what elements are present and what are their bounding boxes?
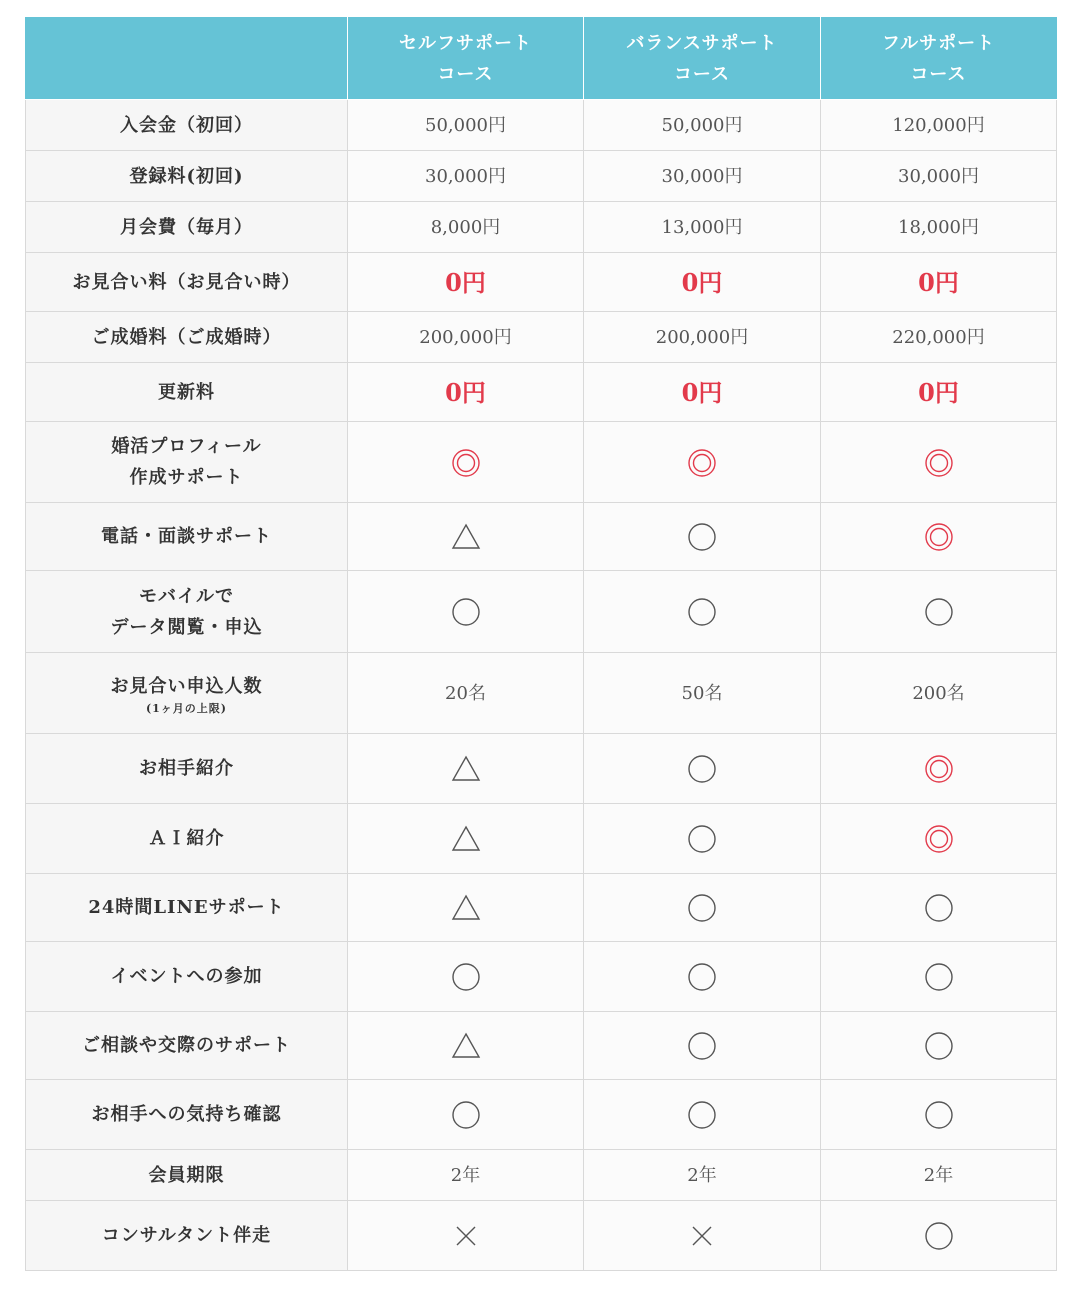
symbol-cell [584,942,821,1012]
row-label-cell [26,151,348,202]
circle-icon [687,1100,717,1130]
row-label: 更新料 [158,381,215,403]
value-cell: 13,000円 [584,202,821,253]
row-label-cell [26,253,348,312]
table-header [26,18,1057,100]
value-cell: 30,000円 [821,151,1057,202]
value-cell: 50,000円 [584,100,821,151]
table-row [26,1080,1057,1150]
free-price-cell: 0円 [348,253,584,312]
table-row [26,503,1057,571]
course-header-balance [584,18,821,100]
course-name: バランスサポート [626,32,778,54]
row-label-cell [26,312,348,363]
symbol-cell [348,804,584,874]
triangle-icon [451,825,481,853]
symbol-cell [821,571,1057,653]
row-label: コンサルタント伴走 [101,1225,272,1246]
circle-icon [924,1221,954,1251]
double-circle-icon [924,754,954,784]
value-cell: 200名 [821,653,1057,734]
row-label: 入会金（初回） [120,114,253,136]
table-row [26,312,1057,363]
row-label: ＡＩ紹介 [148,828,225,849]
symbol-cell [584,422,821,503]
cross-icon [453,1223,479,1249]
symbol-cell [584,1012,821,1080]
circle-icon [687,597,717,627]
symbol-cell [348,734,584,804]
symbol-cell [821,874,1057,942]
symbol-cell [584,1201,821,1271]
symbol-cell [348,422,584,503]
table-row [26,100,1057,151]
table-row [26,151,1057,202]
table-row [26,653,1057,734]
free-price-cell: 0円 [821,253,1057,312]
cross-icon [689,1223,715,1249]
row-label: お見合い料（お見合い時） [72,271,301,293]
symbol-cell [821,1201,1057,1271]
value-cell: 50,000円 [348,100,584,151]
symbol-cell [348,942,584,1012]
symbol-cell [821,942,1057,1012]
row-label: お見合い申込人数 [110,675,263,697]
row-label-cell [26,1012,348,1080]
course-suffix: コース [673,63,731,85]
row-label: 婚活プロフィール [111,436,262,457]
table-row [26,734,1057,804]
triangle-icon [451,894,481,922]
symbol-cell [584,874,821,942]
value-cell: 50名 [584,653,821,734]
symbol-cell [821,1080,1057,1150]
row-label: ご成婚料（ご成婚時） [91,326,282,348]
row-label: 作成サポート [129,467,244,488]
course-header-self [348,18,584,100]
circle-icon [451,1100,481,1130]
free-price-cell: 0円 [348,363,584,422]
row-label: お相手への気持ち確認 [91,1104,282,1125]
free-price-cell: 0円 [584,253,821,312]
course-header-full [821,18,1057,100]
table-row [26,1201,1057,1271]
circle-icon [451,597,481,627]
symbol-cell [821,1012,1057,1080]
header-corner-cell [26,18,348,100]
circle-icon [687,962,717,992]
circle-icon [924,893,954,923]
course-suffix: コース [437,63,494,85]
symbol-cell [584,571,821,653]
free-price-cell: 0円 [584,363,821,422]
circle-icon [924,962,954,992]
symbol-cell [348,571,584,653]
header-row [26,18,1057,100]
table-row [26,804,1057,874]
row-label-cell [26,734,348,804]
symbol-cell [821,422,1057,503]
symbol-cell [584,1080,821,1150]
course-name: セルフサポート [399,32,532,54]
symbol-cell [348,1080,584,1150]
value-cell: 200,000円 [348,312,584,363]
row-label: 月会費（毎月） [120,216,253,238]
symbol-cell [348,874,584,942]
double-circle-icon [451,448,481,478]
table-row [26,942,1057,1012]
row-label-cell [26,874,348,942]
table-row [26,253,1057,312]
symbol-cell [584,804,821,874]
row-label-cell [26,100,348,151]
value-cell: 120,000円 [821,100,1057,151]
circle-icon [924,1031,954,1061]
table-row [26,1150,1057,1201]
value-cell: 18,000円 [821,202,1057,253]
row-label: データ閲覧・申込 [110,616,263,638]
row-label: 登録料(初回) [129,165,244,187]
row-label-cell [26,571,348,653]
row-label-cell [26,1201,348,1271]
symbol-cell [821,804,1057,874]
double-circle-icon [924,824,954,854]
triangle-icon [451,755,481,783]
circle-icon [924,597,954,627]
row-label-cell [26,804,348,874]
row-label: イベントへの参加 [110,966,263,987]
double-circle-icon [924,448,954,478]
symbol-cell [348,503,584,571]
triangle-icon [451,523,481,551]
circle-icon [687,893,717,923]
row-label-cell [26,202,348,253]
double-circle-icon [687,448,717,478]
row-label-cell [26,422,348,503]
circle-icon [924,1100,954,1130]
circle-icon [687,522,717,552]
table-body [26,100,1057,1271]
table-row [26,202,1057,253]
value-cell: 2年 [348,1150,584,1201]
row-label: 24時間LINEサポート [88,897,285,918]
row-label-note: (1ヶ月の上限) [145,701,228,715]
symbol-cell [821,734,1057,804]
row-label-cell [26,942,348,1012]
free-price-cell: 0円 [821,363,1057,422]
row-label-cell [26,653,348,734]
row-label: 会員期限 [148,1164,225,1186]
row-label: モバイルで [139,585,234,607]
symbol-cell [348,1201,584,1271]
circle-icon [687,754,717,784]
value-cell: 8,000円 [348,202,584,253]
value-cell: 30,000円 [348,151,584,202]
value-cell: 20名 [348,653,584,734]
row-label: お相手紹介 [139,758,234,779]
course-name: フルサポート [881,32,996,54]
plan-comparison-table [25,17,1057,1271]
row-label: 電話・面談サポート [101,526,272,547]
table-row [26,874,1057,942]
row-label-cell [26,363,348,422]
value-cell: 2年 [584,1150,821,1201]
table-row [26,571,1057,653]
circle-icon [687,1031,717,1061]
course-suffix: コース [910,63,967,85]
symbol-cell [584,503,821,571]
value-cell: 220,000円 [821,312,1057,363]
row-label: ご相談や交際のサポート [82,1035,291,1056]
table-row [26,1012,1057,1080]
table-row [26,422,1057,503]
triangle-icon [451,1032,481,1060]
symbol-cell [348,1012,584,1080]
value-cell: 30,000円 [584,151,821,202]
table-row [26,363,1057,422]
circle-icon [451,962,481,992]
symbol-cell [584,734,821,804]
value-cell: 2年 [821,1150,1057,1201]
symbol-cell [821,503,1057,571]
double-circle-icon [924,522,954,552]
row-label-cell [26,503,348,571]
row-label-cell [26,1150,348,1201]
value-cell: 200,000円 [584,312,821,363]
circle-icon [687,824,717,854]
row-label-cell [26,1080,348,1150]
